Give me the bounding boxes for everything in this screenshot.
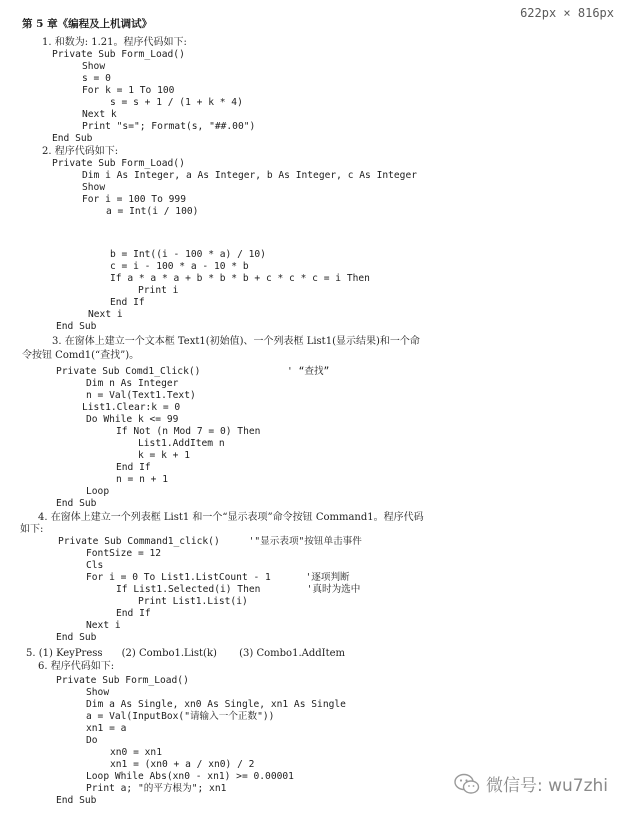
code-line: Show bbox=[86, 687, 110, 698]
code-line: For k = 1 To 100 bbox=[82, 85, 175, 96]
code-line: Private Sub Form_Load() bbox=[52, 49, 185, 60]
code-line: End Sub bbox=[52, 133, 93, 144]
watermark bbox=[454, 771, 608, 796]
code-line: Next i bbox=[88, 309, 123, 320]
code-line: Next i bbox=[86, 620, 121, 631]
code-line: Do While k <= 99 bbox=[86, 414, 179, 425]
text-line: 5. (1) KeyPress (2) Combo1.List(k) (3) Combo1.AddItem bbox=[26, 648, 346, 659]
code-line: Print i bbox=[138, 285, 179, 296]
code-line: Do bbox=[86, 735, 98, 746]
code-line: For i = 100 To 999 bbox=[82, 194, 186, 205]
code-line: s = s + 1 / (1 + k * 4) bbox=[110, 97, 243, 108]
text-line: 2. 程序代码如下: bbox=[42, 146, 119, 157]
code-line: List1.AddItem n bbox=[138, 438, 225, 449]
code-line: c = i - 100 * a - 10 * b bbox=[110, 261, 249, 272]
code-line: Private Sub Form_Load() bbox=[52, 158, 185, 169]
code-line: End Sub bbox=[56, 498, 97, 509]
code-line: xn1 = (xn0 + a / xn0) / 2 bbox=[110, 759, 255, 770]
chapter-heading: 第 5 章《编程及上机调试》 bbox=[22, 18, 153, 30]
code-line: Dim n As Integer bbox=[86, 378, 179, 389]
code-line: n = n + 1 bbox=[116, 474, 168, 485]
code-line: Print List1.List(i) bbox=[138, 596, 248, 607]
code-line: k = k + 1 bbox=[138, 450, 190, 461]
text-line: 6. 程序代码如下: bbox=[38, 661, 115, 672]
code-line: Dim i As Integer, a As Integer, b As Integer, c As Integer bbox=[82, 170, 418, 181]
code-line: Print "s="; Format(s, "##.00") bbox=[82, 121, 256, 132]
text-line: 如下: bbox=[20, 524, 44, 535]
code-line: End If bbox=[116, 608, 151, 619]
code-line: Show bbox=[82, 61, 106, 72]
code-line: Private Sub Command1_click() '"显示表项"按钮单击事件 bbox=[58, 536, 362, 547]
code-line: If List1.Selected(i) Then '真时为选中 bbox=[116, 584, 361, 595]
code-line: List1.Clear:k = 0 bbox=[82, 402, 181, 413]
code-line: Loop bbox=[86, 486, 110, 497]
code-line: xn0 = xn1 bbox=[110, 747, 162, 758]
code-line: Cls bbox=[86, 560, 104, 571]
code-line: End Sub bbox=[56, 321, 97, 332]
code-line: End If bbox=[116, 462, 151, 473]
code-line: For i = 0 To List1.ListCount - 1 '逐项判断 bbox=[86, 572, 350, 583]
code-line: If Not (n Mod 7 = 0) Then bbox=[116, 426, 261, 437]
code-line: Show bbox=[82, 182, 106, 193]
code-line: a = Int(i / 100) bbox=[106, 206, 199, 217]
code-line: End Sub bbox=[56, 632, 97, 643]
text-line: 4. 在窗体上建立一个列表框 List1 和一个“显示表项”命令按钮 Command1。程序代码 bbox=[38, 512, 424, 523]
code-line: Print a; "的平方根为"; xn1 bbox=[86, 783, 227, 794]
code-line: Next k bbox=[82, 109, 117, 120]
code-line: a = Val(InputBox("请输入一个正数")) bbox=[86, 711, 275, 722]
watermark-text: 微信号: wu7zhi bbox=[485, 776, 608, 796]
code-line: Loop While Abs(xn0 - xn1) >= 0.00001 bbox=[86, 771, 294, 782]
code-line: If a * a * a + b * b * b + c * c * c = i Then bbox=[110, 273, 370, 284]
code-line: FontSize = 12 bbox=[86, 548, 162, 559]
code-line: Dim a As Single, xn0 As Single, xn1 As Single bbox=[86, 699, 346, 710]
text-line: 令按钮 Comd1(“查找”)。 bbox=[22, 350, 140, 361]
text-line: 3. 在窗体上建立一个文本框 Text1(初始值)、一个列表框 List1(显示结果)和一个命 bbox=[52, 336, 420, 347]
code-line: End If bbox=[110, 297, 145, 308]
code-line: s = 0 bbox=[82, 73, 111, 84]
text-line: 1. 和数为: 1.21。程序代码如下: bbox=[42, 37, 187, 48]
image-dimensions-label: 622px × 816px bbox=[520, 6, 614, 20]
code-line: n = Val(Text1.Text) bbox=[86, 390, 196, 401]
code-line: b = Int((i - 100 * a) / 10) bbox=[110, 249, 266, 260]
wechat-icon bbox=[454, 773, 480, 795]
code-line: Private Sub Comd1_Click() ' “查找” bbox=[56, 366, 330, 377]
code-line: End Sub bbox=[56, 795, 97, 806]
code-line: xn1 = a bbox=[86, 723, 127, 734]
code-line: Private Sub Form_Load() bbox=[56, 675, 189, 686]
